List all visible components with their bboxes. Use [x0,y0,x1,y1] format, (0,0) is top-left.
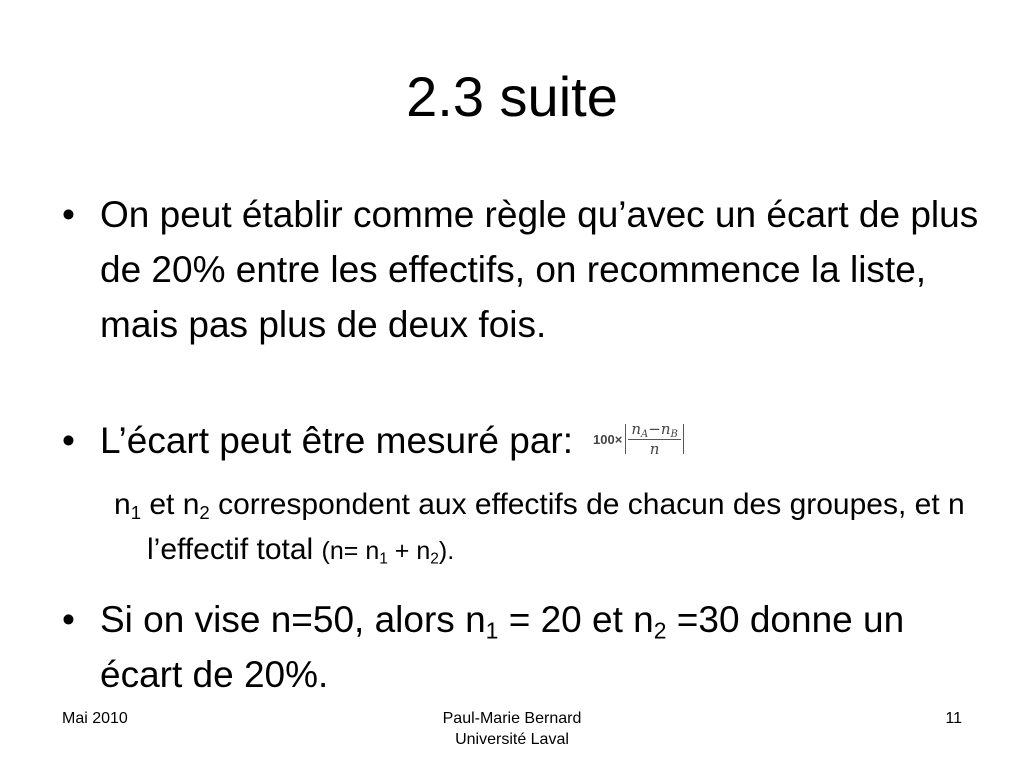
bullet-example [62,592,982,702]
absolute-bar-right [683,424,684,454]
formula-coefficient: 100× [593,431,623,447]
formula-denominator: n [649,439,660,458]
bullet-measure [62,413,982,471]
sub-bullet-definitions [114,482,974,574]
formula-numerator: $n_A-n_B$ [628,422,681,440]
slide-title: 2.3 suite [406,65,618,128]
footer-author-name: Paul-Marie Bernard [442,710,582,727]
bullet-rule [62,187,982,352]
footer-page-number: 11 [945,710,962,727]
footer-author [362,708,662,750]
footer-affiliation: Université Laval [455,731,569,748]
sub-bullet-text: $n_1$ et $n_2$ correspondent aux effectifs de chacun des groupes, et n l’effectif total $(n= n_1 + n_2)$. [114,488,965,568]
footer-date: Mai 2010 [62,710,128,727]
bullet-marker: • [62,599,75,640]
bullet-measure-text: L’écart peut être mesuré par: [100,420,574,461]
bullet-rule-text: On peut établir comme règle qu’avec un écart de plus de 20% entre les effectifs, on recommence la liste, mais pas plus de deux fois. [100,194,979,345]
total-formula: $(n= n_1 + n_2)$. [321,537,455,568]
bullet-example-text: Si on vise n=50, alors $n_1 = 20$ et $n_2 =30$ donne un écart de 20%. [100,599,905,695]
difference-formula-image [593,412,686,467]
bullet-marker: • [62,194,75,235]
formula-fraction [628,419,681,458]
absolute-bar-left [625,424,626,454]
bullet-marker: • [62,420,75,461]
